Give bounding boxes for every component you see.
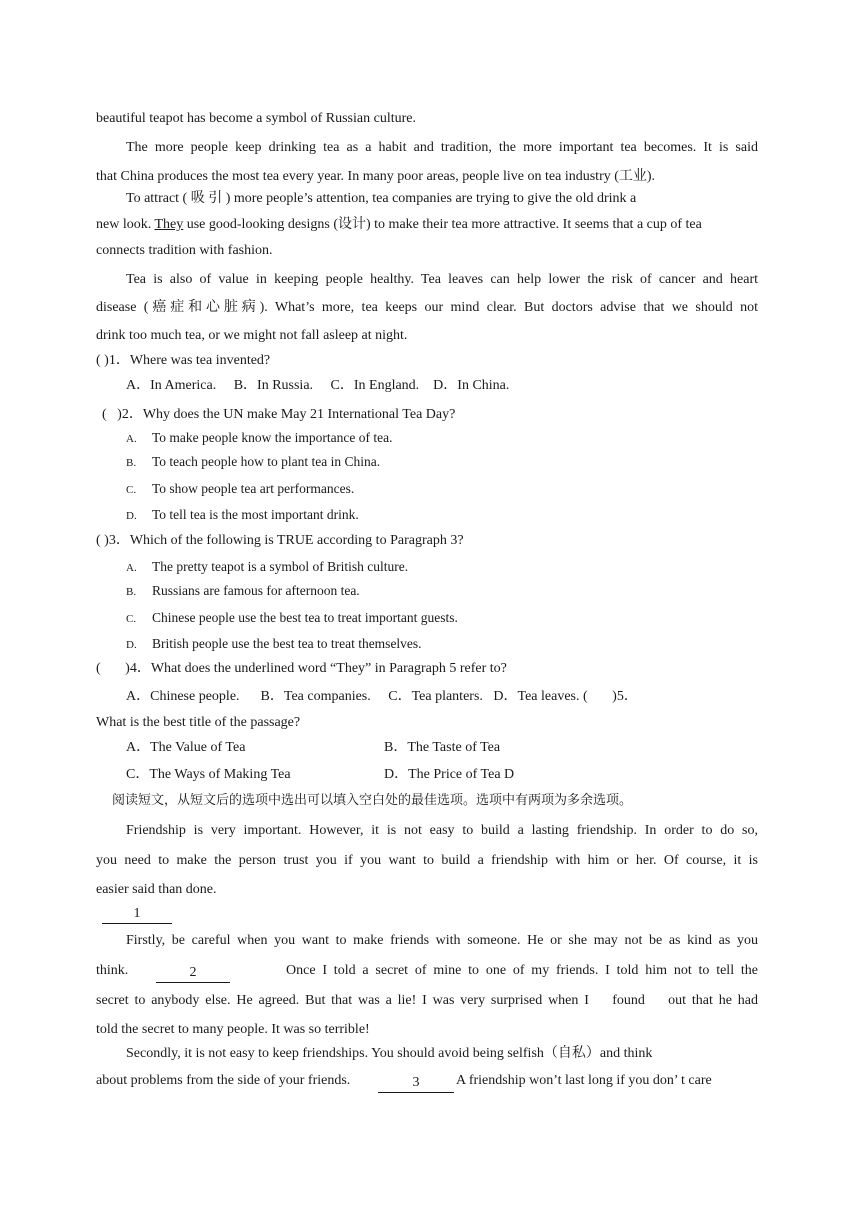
passage-line: A friendship won’t last long if you don’ t care [456, 1073, 712, 1088]
passage-paragraph-line: Friendship is very important. However, it is not easy to build a lasting friendship. In order to do so, [126, 823, 758, 838]
section-instruction: 阅读短文，从短文后的选项中选出可以填入空白处的最佳选项。选项中有两项为多余选项。 [112, 793, 633, 808]
passage-line: connects tradition with fashion. [96, 243, 273, 258]
question-3-option-c[interactable]: C. Chinese people use the best tea to treat important guests. [126, 610, 458, 625]
question-3-stem: ( )3．Which of the following is TRUE according to Paragraph 3? [96, 533, 464, 548]
passage-line: about problems from the side of your friends. [96, 1073, 351, 1088]
blank-1[interactable]: 1 [102, 905, 172, 924]
passage-line: drink too much tea, or we might not fall asleep at night. [96, 328, 408, 343]
passage-line: beautiful teapot has become a symbol of Russian culture. [96, 111, 416, 126]
blank-2[interactable]: 2 [156, 962, 230, 981]
question-5-option-c[interactable]: C．The Ways of Making Tea [126, 767, 291, 782]
passage-line: told the secret to many people. It was so terrible! [96, 1022, 370, 1037]
passage-line: disease (癌症和心脏病). What’s more, tea keeps our mind clear. But doctors advise that we should not [96, 300, 758, 315]
passage-paragraph-line: The more people keep drinking tea as a habit and tradition, the more important tea becomes. It is said [126, 140, 758, 155]
question-3-option-a[interactable]: A. The pretty teapot is a symbol of British culture. [126, 559, 409, 574]
question-4-stem: ( )4．What does the underlined word “They” in Paragraph 5 refer to? [96, 661, 507, 676]
question-2-option-b[interactable]: B. To teach people how to plant tea in China. [126, 454, 381, 469]
passage-paragraph-line: Firstly, be careful when you want to make friends with someone. He or she may not be as kind as you [126, 933, 758, 948]
question-5-option-b[interactable]: B．The Taste of Tea [384, 740, 501, 755]
question-5-option-a[interactable]: A．The Value of Tea [126, 740, 246, 755]
question-3-option-b[interactable]: B. Russians are famous for afternoon tea. [126, 583, 360, 598]
question-2-stem: ( )2．Why does the UN make May 21 International Tea Day? [102, 407, 456, 422]
question-2-option-a[interactable]: A. To make people know the importance of tea. [126, 430, 393, 445]
passage-line: easier said than done. [96, 882, 217, 897]
passage-line: secret to anybody else. He agreed. But that was a lie! I was very surprised when I found out that he had [96, 993, 758, 1008]
question-1-stem: ( )1．Where was tea invented? [96, 353, 271, 368]
passage-paragraph-line: Tea is also of value in keeping people healthy. Tea leaves can help lower the risk of cancer and heart [126, 272, 758, 287]
question-2-option-d[interactable]: D. To tell tea is the most important drink. [126, 507, 359, 522]
passage-line: think. [96, 963, 129, 978]
passage-line: you need to make the person trust you if you want to build a friendship with him or her. Of course, it is [96, 853, 758, 868]
underlined-word-they: They [154, 217, 184, 232]
question-1-options[interactable]: A．In America. B．In Russia. C．In England. D．In China. [126, 378, 510, 393]
passage-line: that China produces the most tea every year. In many poor areas, people live on tea industry (工业). [96, 169, 656, 184]
question-3-option-d[interactable]: D. British people use the best tea to treat themselves. [126, 636, 422, 651]
passage-line: Once I told a secret of mine to one of my friends. I told him not to tell the [286, 963, 758, 978]
blank-3[interactable]: 3 [378, 1072, 454, 1091]
passage-paragraph-line: Secondly, it is not easy to keep friendships. You should avoid being selfish（自私）and think [126, 1046, 653, 1061]
question-5-stem: What is the best title of the passage? [96, 715, 301, 730]
passage-paragraph-line: To attract ( 吸 引 ) more people’s attention, tea companies are trying to give the old drink a [126, 191, 637, 206]
passage-line: new look. They use good-looking designs (设计) to make their tea more attractive. It seems that a cup of tea [96, 217, 702, 232]
question-2-option-c[interactable]: C. To show people tea art performances. [126, 481, 355, 496]
question-4-options[interactable]: A．Chinese people. B．Tea companies. C．Tea planters. D．Tea leaves. ( )5． [126, 689, 638, 704]
question-5-option-d[interactable]: D．The Price of Tea D [384, 767, 515, 782]
